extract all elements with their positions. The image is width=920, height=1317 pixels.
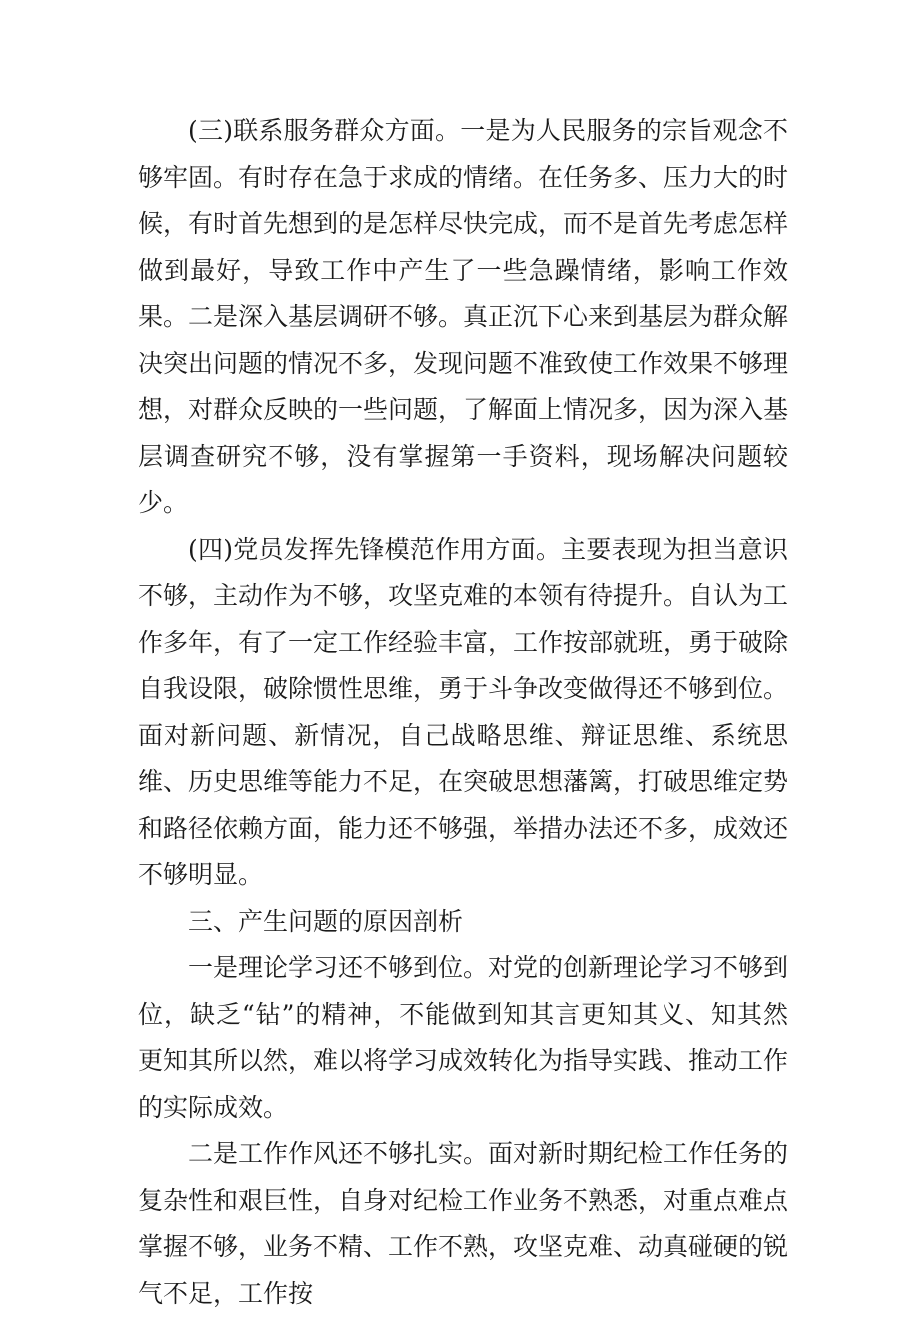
paragraph-party-member-role: (四)党员发挥先锋模范作用方面。主要表现为担当意识不够，主动作为不够，攻坚克难的本领有待提升。自认为工作多年，有了一定工作经验丰富，工作按部就班，勇于破除自我设限，破除惯性思维，勇于斗争改变做得还不够到位。面对新问题、新情况，自己战略思维、辩证思维、系统思维、历史思维等能力不足，在突破思想藩篱，打破思维定势和路径依赖方面，能力还不够强，举措办法还不多，成效还不够明显。 <box>138 534 789 889</box>
paragraph-theory-study: 一是理论学习还不够到位。对党的创新理论学习不够到位，缺乏“钻”的精神，不能做到知其言更知其义、知其然更知其所以然，难以将学习成效转化为指导实践、推动工作的实际成效。 <box>138 953 789 1122</box>
paragraph-work-style: 二是工作作风还不够扎实。面对新时期纪检工作任务的复杂性和艰巨性，自身对纪检工作业务不熟悉，对重点难点掌握不够，业务不精、工作不熟，攻坚克难、动真碰硬的锐气不足，工作按 <box>138 1139 789 1308</box>
paragraph-service-masses: (三)联系服务群众方面。一是为人民服务的宗旨观念不够牢固。有时存在急于求成的情绪。在任务多、压力大的时候，有时首先想到的是怎样尽快完成，而不是首先考虑怎样做到最好，导致工作中产生了一些急躁情绪，影响工作效果。二是深入基层调研不够。真正沉下心来到基层为群众解决突出问题的情况不多，发现问题不准致使工作效果不够理想，对群众反映的一些问题，了解面上情况多，因为深入基层调查研究不够，没有掌握第一手资料，现场解决问题较少。 <box>138 116 789 517</box>
document-body <box>138 108 788 1317</box>
section-heading-cause-analysis: 三、产生问题的原因剖析 <box>188 906 464 936</box>
